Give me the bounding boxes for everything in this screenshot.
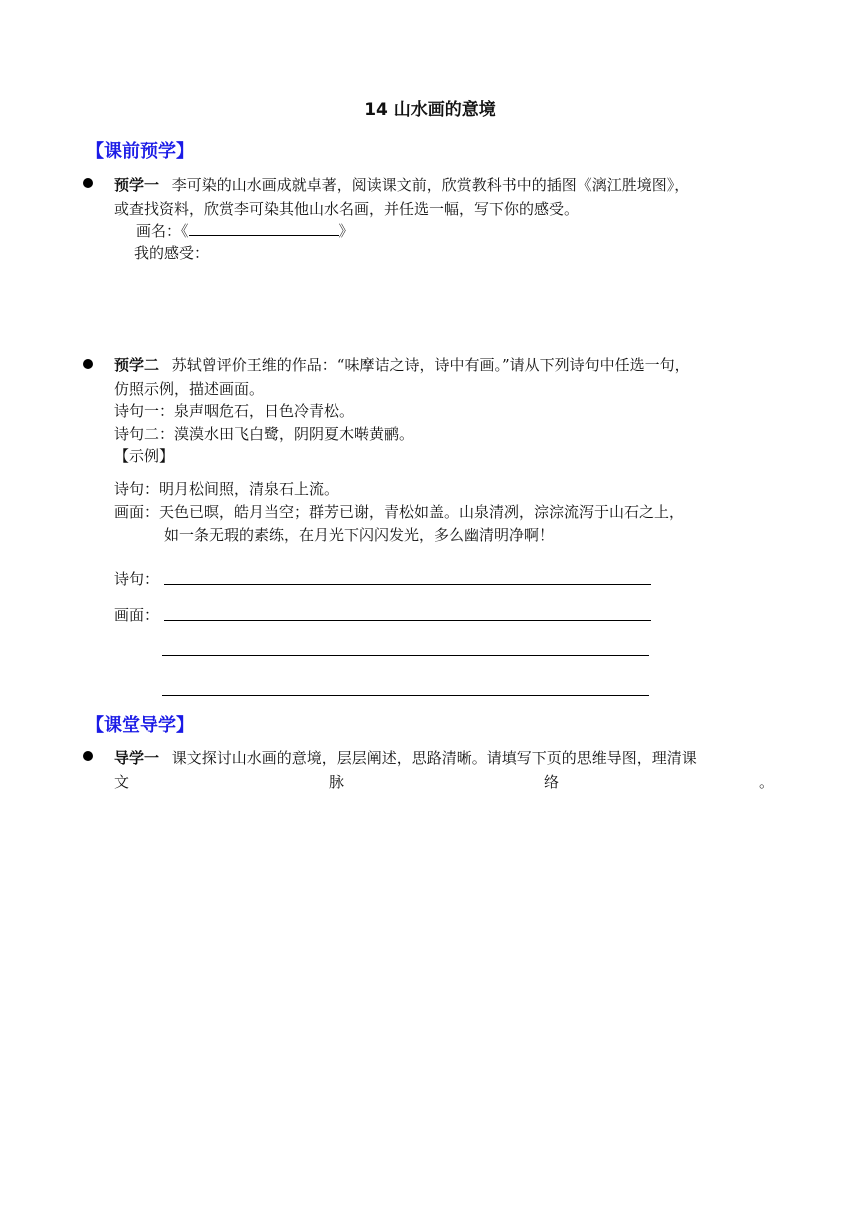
painting-name-label: 画名：《 [136,222,189,240]
example-label: 【示例】 [114,447,175,465]
painting-name-blank[interactable] [189,221,339,236]
example-poem: 诗句：明月松间照，清泉石上流。 [114,480,340,498]
feeling-label: 我的感受： [134,244,210,262]
bullet-icon [83,178,93,188]
task1-text-2: 或查找资料，欣赏李可染其他山水名画，并任选一幅，写下你的感受。 [114,200,580,218]
section-heading-pre-study: 【课前预学】 [86,141,194,162]
answer-scene-blank-3[interactable] [162,695,649,696]
example-scene-text-2: 如一条无瑕的素练，在月光下闪闪发光，多么幽清明净啊！ [164,526,555,544]
section-heading-class-guidance: 【课堂导学】 [86,715,194,736]
task3-text-1: 课文探讨山水画的意境，层层阐述，思路清晰。请填写下页的思维导图，理清课 [171,749,697,767]
example-scene-label: 画面： [114,503,160,521]
poem-option-1: 诗句一：泉声咽危石，日色冷青松。 [114,402,355,420]
task2-text-1: 苏轼曾评价王维的作品：“味摩诘之诗，诗中有画。”请从下列诗句中任选一句， [171,356,690,374]
bullet-icon [83,359,93,369]
task1-line1 [114,174,689,195]
poem-option-2: 诗句二：漠漠水田飞白鹭，阴阴夏木啭黄鹂。 [114,425,415,443]
answer-scene-label: 画面： [114,606,160,624]
answer-scene-blank-2[interactable] [162,655,649,656]
painting-name-close: 》 [338,222,354,240]
task2-text-2: 仿照示例，描述画面。 [114,380,265,398]
task1-text-1: 李可染的山水画成就卓著，阅读课文前，欣赏教科书中的插图《漓江胜境图》， [171,176,690,194]
answer-poem-blank[interactable] [164,584,651,585]
task2-label: 预学二 [114,356,160,374]
example-scene-text-1: 天色已暝，皓月当空；群芳已谢，青松如盖。山泉清冽，淙淙流泻于山石之上， [159,503,685,521]
task3-char: 文 [114,773,130,791]
example-scene-row [114,501,684,522]
task3-text-2 [114,771,774,792]
answer-poem-label: 诗句： [114,570,160,588]
bullet-icon [83,751,93,761]
page-title: 14 山水画的意境 [364,100,496,120]
painting-name-row [136,220,354,241]
answer-scene-blank-1[interactable] [164,620,651,621]
task3-label: 导学一 [114,749,160,767]
task3-char: 。 [758,773,774,791]
task3-line1 [114,747,697,768]
task1-label: 预学一 [114,176,160,194]
task2-line1 [114,354,690,375]
task3-char: 脉 [328,773,344,791]
task3-char: 络 [543,773,559,791]
